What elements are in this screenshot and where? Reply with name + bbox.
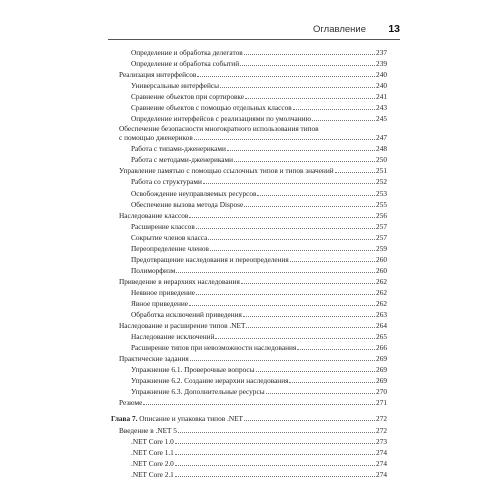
toc-entry-page: 253 (376, 188, 387, 198)
toc-entry (0, 276, 500, 287)
table-of-contents (0, 47, 500, 480)
chapter-label: Глава 7. (111, 414, 138, 424)
toc-leader (244, 206, 375, 207)
toc-entry (0, 176, 500, 187)
toc-entry-page: 270 (376, 387, 387, 397)
toc-leader (234, 161, 375, 162)
toc-chapter-title (111, 413, 243, 424)
toc-entry-page: 245 (376, 114, 387, 124)
toc-entry-page: 274 (376, 469, 387, 479)
toc-entry (0, 364, 500, 375)
toc-entry (0, 287, 500, 298)
toc-leader (190, 360, 375, 361)
toc-leader (257, 195, 375, 196)
toc-entry (0, 232, 500, 243)
toc-entry-title: Определение и обработка делегатов (131, 48, 243, 57)
toc-entry-title: Введение в .NET 5 (119, 425, 177, 435)
toc-entry-title: Предотвращение наследования и переопределения (131, 254, 289, 264)
toc-leader (196, 228, 375, 229)
toc-entry (0, 331, 500, 342)
toc-leader (297, 349, 375, 350)
toc-entry-page: 269 (376, 354, 387, 364)
toc-leader (244, 420, 375, 421)
toc-entry-title: Упражнение 6.2. Создание иерархии наследования (131, 376, 289, 386)
toc-entry (0, 458, 500, 469)
toc-entry (0, 425, 500, 436)
toc-entry (0, 102, 500, 113)
toc-entry (0, 143, 500, 154)
toc-entry-title: Определение интерфейсов с реализациями по умолчанию (131, 114, 312, 124)
toc-entry-page: 265 (376, 332, 387, 342)
toc-entry-title: Работа со структурами (131, 177, 202, 187)
header-title: Оглавление (313, 24, 366, 35)
toc-entry (0, 113, 500, 124)
toc-entry (0, 436, 500, 447)
toc-entry (0, 469, 500, 480)
toc-entry-title: Наследование классов (119, 210, 189, 220)
toc-entry-page: 252 (376, 177, 387, 187)
toc-entry-title: .NET Core 2.0 (131, 458, 174, 468)
toc-entry-page: 269 (376, 365, 387, 375)
toc-leader (240, 65, 375, 66)
toc-entry-page: 256 (376, 210, 387, 220)
toc-entry-page: 262 (376, 298, 387, 308)
toc-entry-title: Упражнение 6.1. Проверочные вопросы (131, 365, 255, 375)
toc-entry-page: 248 (376, 144, 387, 154)
toc-entry (0, 265, 500, 276)
toc-entry (0, 165, 500, 176)
toc-leader (175, 476, 375, 477)
toc-leader (143, 404, 375, 405)
toc-entry-page: 260 (376, 254, 387, 264)
toc-entry-page: 250 (376, 155, 387, 165)
toc-entry-title: с помощью дженериков (119, 133, 193, 143)
toc-entry (0, 199, 500, 210)
toc-entry-title: Сравнение объектов с помощью отдельных классов (131, 103, 292, 113)
toc-leader (215, 338, 375, 339)
toc-entry (0, 221, 500, 232)
toc-entry-page: 266 (376, 343, 387, 353)
toc-entry-title: Сравнение объектов при сортировке (131, 92, 245, 102)
chapter-name: Описание и упаковка типов .NET (137, 414, 244, 424)
toc-leader (197, 76, 375, 77)
toc-leader (312, 120, 375, 121)
toc-entry-page: 264 (376, 321, 387, 331)
toc-entry-page: 239 (376, 59, 387, 69)
toc-entry-title-line1: Обеспечение безопасности многократного использования типов (119, 124, 319, 134)
toc-entry-title: .NET Core 2.1 (131, 469, 174, 479)
toc-entry-page: 262 (376, 276, 387, 286)
toc-leader (244, 54, 375, 55)
toc-entry-title: Неявное приведение (131, 287, 196, 297)
toc-entry (0, 188, 500, 199)
toc-leader (289, 382, 375, 383)
toc-entry-title: Наследование исключений (131, 332, 215, 342)
toc-entry-page: 240 (376, 70, 387, 80)
toc-leader (178, 432, 375, 433)
toc-entry-title: Приведение в иерархиях наследования (119, 276, 240, 286)
toc-leader (243, 316, 375, 317)
toc-leader (175, 454, 375, 455)
toc-entry-page: 262 (376, 287, 387, 297)
header-rule (108, 39, 400, 40)
toc-entry (0, 320, 500, 331)
toc-entry-page: 243 (376, 103, 387, 113)
toc-entry-page: 255 (376, 199, 387, 209)
toc-leader (189, 305, 375, 306)
toc-entry-title: Практические задания (119, 354, 189, 364)
toc-entry (0, 309, 500, 320)
toc-leader (241, 283, 375, 284)
toc-entry (0, 124, 500, 143)
toc-entry (0, 298, 500, 309)
toc-entry-page: 251 (376, 166, 387, 176)
toc-leader (210, 250, 375, 251)
toc-entry (0, 210, 500, 221)
toc-entry-title: Реализация интерфейсов (119, 70, 197, 80)
page-header (108, 24, 400, 40)
toc-entry-page: 263 (376, 310, 387, 320)
toc-entry-title: Работа с типами-дженериками (131, 144, 226, 154)
toc-entry (0, 353, 500, 364)
toc-entry-title: Освобождение неуправляемых ресурсов (131, 188, 257, 198)
toc-leader (189, 217, 375, 218)
toc-entry-page: 241 (376, 92, 387, 102)
toc-entry-page: 247 (376, 133, 387, 143)
toc-entry (0, 58, 500, 69)
toc-entry-page: 259 (376, 243, 387, 253)
toc-entry (0, 91, 500, 102)
toc-entry-page: 260 (376, 265, 387, 275)
toc-entry (0, 80, 500, 91)
toc-leader (203, 183, 375, 184)
toc-entry-title: Расширение типов при невозможности наследования (131, 343, 297, 353)
toc-leader (290, 261, 375, 262)
toc-leader (176, 272, 375, 273)
toc-entry-page: 274 (376, 458, 387, 468)
toc-entry-title: Резюме (119, 398, 143, 408)
toc-entry (0, 154, 500, 165)
toc-entry-title: Управление памятью с помощью ссылочных типов и типов значений (119, 166, 334, 176)
toc-leader (256, 371, 375, 372)
toc-entry-title: Обеспечение вызова метода Dispose (131, 199, 244, 209)
toc-leader (196, 294, 375, 295)
toc-entry (0, 375, 500, 386)
toc-entry-title: Переопределение членов (131, 243, 209, 253)
toc-entry-title: Обработка исключений приведения (131, 310, 242, 320)
toc-entry (0, 397, 500, 408)
toc-entry-title: Упражнение 6.3. Дополнительные ресурсы (131, 387, 265, 397)
toc-leader (335, 172, 375, 173)
toc-leader (246, 327, 375, 328)
toc-entry-title: Полиморфизм (131, 265, 176, 275)
toc-leader (208, 239, 375, 240)
toc-entry-page: 269 (376, 376, 387, 386)
toc-leader (175, 465, 375, 466)
toc-entry-title: Работа с методами-дженериками (131, 155, 234, 165)
toc-entry-page: 274 (376, 447, 387, 457)
toc-leader (175, 443, 375, 444)
toc-entry-page: 257 (376, 232, 387, 242)
toc-entry (0, 69, 500, 80)
toc-entry-title: .NET Core 1.1 (131, 447, 174, 457)
toc-entry (0, 47, 500, 58)
toc-entry-page: 240 (376, 81, 387, 91)
toc-entry (0, 342, 500, 353)
toc-entry-page: 237 (376, 48, 387, 57)
toc-entry (0, 243, 500, 254)
toc-leader (266, 393, 375, 394)
toc-leader (245, 98, 375, 99)
toc-entry-page: 271 (376, 398, 387, 408)
toc-entry (0, 447, 500, 458)
toc-entry-title: Определение и обработка событий (131, 59, 240, 69)
toc-leader (194, 139, 375, 140)
toc-entry-page: 257 (376, 221, 387, 231)
toc-entry-title: Универсальные интерфейсы (131, 81, 219, 91)
toc-entry-title: .NET Core 1.0 (131, 436, 174, 446)
toc-entry-page: 272 (376, 425, 387, 435)
toc-entry (0, 386, 500, 397)
toc-leader (227, 150, 375, 151)
toc-entry-page: 273 (376, 436, 387, 446)
toc-leader (220, 87, 375, 88)
toc-entry (0, 254, 500, 265)
toc-entry-title: Явное приведение (131, 298, 189, 308)
toc-entry-page: 272 (376, 414, 387, 424)
page-number: 13 (388, 23, 400, 35)
toc-entry-title: Сокрытие членов класса (131, 232, 208, 242)
toc-leader (293, 109, 375, 110)
toc-entry-title: Расширение классов (131, 221, 195, 231)
toc-entry-title: Наследование и расширение типов .NET (119, 321, 246, 331)
toc-chapter-entry (0, 413, 500, 424)
